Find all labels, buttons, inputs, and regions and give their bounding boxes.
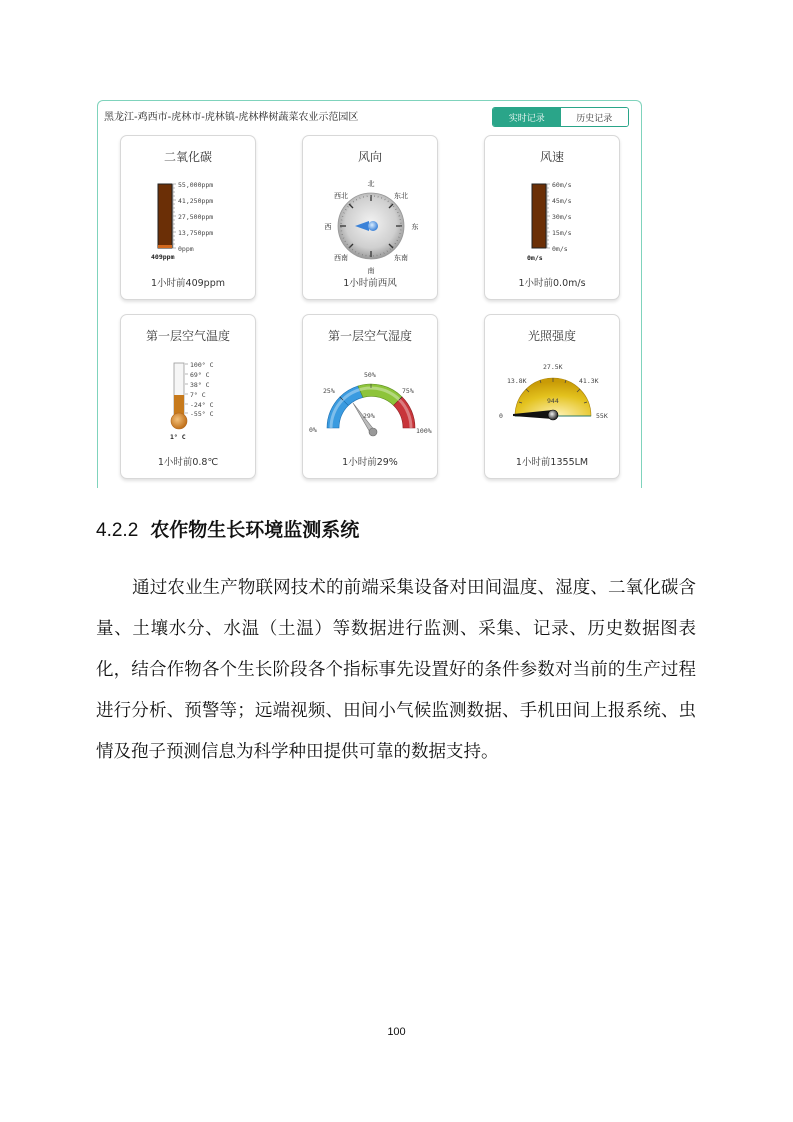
svg-text:北: 北 — [367, 180, 375, 188]
svg-text:7° C: 7° C — [190, 391, 206, 399]
page-number: 100 — [387, 1026, 406, 1038]
monitoring-panel — [97, 100, 642, 488]
card-title: 光照强度 — [527, 329, 576, 343]
svg-text:-55° C: -55° C — [190, 410, 214, 418]
card-wind-speed — [484, 135, 620, 300]
svg-text:0: 0 — [499, 412, 503, 420]
card-footer: 1小时前0.0m/s — [518, 278, 586, 289]
svg-text:-24° C: -24° C — [190, 401, 214, 409]
card-footer: 1小时前西风 — [343, 278, 397, 289]
svg-text:西北: 西北 — [334, 192, 348, 200]
svg-text:100%: 100% — [416, 427, 432, 435]
paragraph-text: 通过农业生产物联网技术的前端采集设备对田间温度、湿度、二氧化碳含量、土壤水分、水温（土温）等数据进行监测、采集、记录、历史数据图表化，结合作物各个生长阶段各个指标事先设置好的条件参数对当前的生产过程进行分析、预警等；远端视频、田间小气候监测数据、手机田间上报系统、虫情及孢子预测信息为科学种田提供可靠的数据支持。 — [96, 578, 696, 762]
card-title: 二氧化碳 — [163, 150, 212, 164]
svg-text:27.5K: 27.5K — [543, 363, 563, 371]
card-co2 — [120, 135, 256, 300]
svg-text:0%: 0% — [309, 426, 317, 434]
svg-text:1° C: 1° C — [170, 433, 186, 441]
card-footer: 1小时前29% — [342, 457, 398, 468]
svg-text:东北: 东北 — [394, 192, 408, 200]
svg-text:29%: 29% — [363, 412, 375, 420]
tab-history[interactable]: 历史记录 — [561, 108, 629, 126]
svg-text:西: 西 — [324, 223, 332, 231]
card-title: 风向 — [357, 150, 382, 164]
svg-text:15m/s: 15m/s — [552, 229, 572, 237]
svg-text:409ppm: 409ppm — [151, 253, 175, 261]
svg-text:西南: 西南 — [334, 254, 348, 262]
svg-text:东南: 东南 — [394, 254, 408, 262]
svg-text:25%: 25% — [323, 387, 335, 395]
svg-text:100° C: 100° C — [190, 361, 214, 369]
svg-text:41,250ppm: 41,250ppm — [178, 197, 214, 205]
svg-text:41.3K: 41.3K — [579, 377, 599, 385]
svg-text:东: 东 — [411, 223, 419, 231]
record-tabs — [492, 107, 629, 127]
svg-text:0ppm: 0ppm — [178, 245, 194, 253]
card-light-intensity — [484, 314, 620, 479]
svg-text:55K: 55K — [596, 412, 608, 420]
svg-text:55,000ppm: 55,000ppm — [178, 181, 214, 189]
svg-text:27,500ppm: 27,500ppm — [178, 213, 214, 221]
svg-text:0m/s: 0m/s — [527, 254, 543, 262]
card-title: 风速 — [539, 150, 564, 164]
card-footer: 1小时前409ppm — [151, 278, 225, 289]
card-title: 第一层空气湿度 — [327, 329, 412, 343]
svg-text:13.8K: 13.8K — [507, 377, 527, 385]
section-number: 4.2.2 — [96, 520, 139, 541]
svg-text:38° C: 38° C — [190, 381, 210, 389]
svg-text:60m/s: 60m/s — [552, 181, 572, 189]
card-air-temperature — [120, 314, 256, 479]
svg-text:0m/s: 0m/s — [552, 245, 568, 253]
svg-text:13,750ppm: 13,750ppm — [178, 229, 214, 237]
svg-text:69° C: 69° C — [190, 371, 210, 379]
card-footer: 1小时前1355LM — [515, 457, 589, 468]
svg-text:75%: 75% — [402, 387, 414, 395]
svg-text:南: 南 — [367, 267, 375, 275]
card-title: 第一层空气温度 — [145, 329, 230, 343]
card-wind-direction — [302, 135, 438, 300]
svg-text:50%: 50% — [364, 371, 376, 379]
svg-text:30m/s: 30m/s — [552, 213, 572, 221]
tab-realtime[interactable]: 实时记录 — [493, 108, 561, 126]
body-paragraph — [96, 568, 696, 773]
svg-text:45m/s: 45m/s — [552, 197, 572, 205]
section-title: 农作物生长环境监测系统 — [150, 519, 360, 541]
svg-text:944: 944 — [547, 397, 559, 405]
card-footer: 1小时前0.8℃ — [157, 457, 219, 468]
section-heading — [96, 515, 359, 542]
panel-title: 黑龙江-鸡西市-虎林市-虎林镇-虎林桦树蔬菜农业示范园区 — [104, 112, 359, 123]
card-air-humidity — [302, 314, 438, 479]
